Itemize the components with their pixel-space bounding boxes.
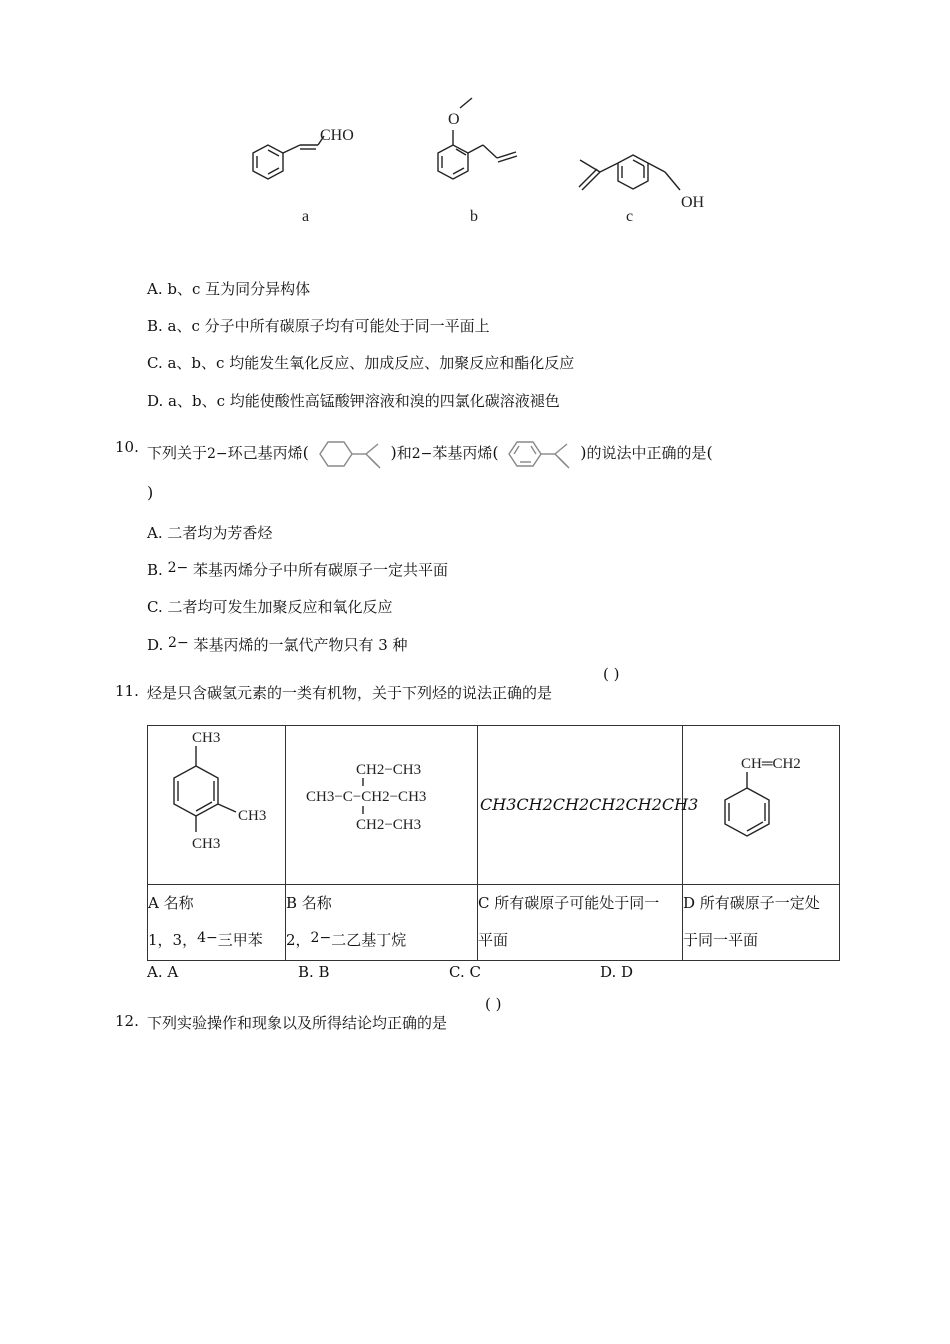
q10-option-b-prefix: 2− xyxy=(167,560,189,576)
q9-option-a: A. b、c 互为同分异构体 xyxy=(147,280,311,298)
a-ch3-bottom: CH3 xyxy=(192,836,221,852)
b-line2-pre: 2， xyxy=(286,931,311,949)
cell-a-structure xyxy=(148,726,286,885)
d-line1: D 所有碳原子一定处 xyxy=(683,894,820,912)
q11-stem: 烃是只含碳氢元素的一类有机物，关于下列烃的说法正确的是 xyxy=(147,684,553,702)
q11-answer-c: C. C xyxy=(449,963,481,981)
q10-tail-paren-open: ( xyxy=(706,443,713,462)
q10-option-d-label: D. xyxy=(147,636,164,654)
q10-option-d xyxy=(147,634,408,655)
q10-option-a: A. 二者均为芳香烃 xyxy=(147,524,273,542)
q10-mid: 和 xyxy=(396,444,412,462)
q10-tail-paren-close: ) xyxy=(147,483,154,502)
d-vinyl: CH═CH2 xyxy=(741,756,801,772)
q10-paren-open-2: ( xyxy=(492,443,499,462)
b-bottom: CH2−CH3 xyxy=(356,817,422,833)
q12-stem: 下列实验操作和现象以及所得结论均正确的是 xyxy=(147,1014,448,1032)
d-line2: 于同一平面 xyxy=(683,931,759,949)
b-line2-post: 二乙基丁烷 xyxy=(331,931,407,949)
molecule-a xyxy=(253,127,354,225)
q10-option-b-text: 苯基丙烯分子中所有碳原子一定共平面 xyxy=(193,561,449,579)
q10-name2: 苯基丙烯 xyxy=(432,444,493,462)
cell-b-structure xyxy=(286,726,478,885)
styrene-structure xyxy=(683,726,839,884)
b-line2 xyxy=(286,922,477,960)
q10-stem xyxy=(147,438,713,470)
a-ch3-top: CH3 xyxy=(192,730,221,746)
cho-label: CHO xyxy=(320,127,354,144)
q10-option-b-label: B. xyxy=(147,561,163,579)
molecule-figure xyxy=(220,90,720,230)
q9-option-d: D. a、b、c 均能使酸性高锰酸钾溶液和溴的四氯化碳溶液褪色 xyxy=(147,392,560,410)
label-c: c xyxy=(626,208,634,225)
q10-prefix-2: 2− xyxy=(411,446,433,462)
cell-c-structure xyxy=(478,726,699,885)
q11-number: 11. xyxy=(115,682,139,700)
q11-answer-paren: ( ) xyxy=(603,665,620,683)
o-label: O xyxy=(448,111,460,128)
q10-option-c: C. 二者均可发生加聚反应和氧化反应 xyxy=(147,598,393,616)
cell-d-option xyxy=(683,885,840,961)
c-formula: CH3CH2CH2CH2CH2CH3 xyxy=(480,795,699,814)
q10-prefix-1: 2− xyxy=(207,446,228,462)
a-line2-post: 三甲苯 xyxy=(217,931,263,949)
q9-option-c: C. a、b、c 均能发生氧化反应、加成反应、加聚反应和酯化反应 xyxy=(147,354,575,372)
q10-stem-end: 的说法中正确的是 xyxy=(586,444,707,462)
cell-b-option xyxy=(286,885,478,961)
a-line2-num: 4− xyxy=(197,930,218,946)
b-main: CH3−C−CH2−CH3 xyxy=(306,789,427,805)
q9-option-b: B. a、c 分子中所有碳原子均有可能处于同一平面上 xyxy=(147,317,490,335)
q11-answer-a: A. A xyxy=(147,963,179,981)
q10-option-d-text: 苯基丙烯的一氯代产物只有 3 种 xyxy=(193,636,408,654)
q10-paren-open-1: ( xyxy=(302,443,309,462)
a-ch3-right: CH3 xyxy=(238,808,267,824)
q12-number: 12. xyxy=(115,1012,139,1030)
q11-options-row xyxy=(148,885,840,961)
cell-a-option xyxy=(148,885,286,961)
q11-structures-row xyxy=(148,726,840,885)
a-line2-pre: 1，3， xyxy=(148,931,198,949)
a-line1: A 名称 xyxy=(148,894,194,912)
q10-name1: 环己基丙烯 xyxy=(227,444,303,462)
q11-answer-d: D. D xyxy=(600,963,634,981)
b-line2-num: 2− xyxy=(310,930,332,946)
b-line1: B 名称 xyxy=(286,894,332,912)
q10-option-b xyxy=(147,559,448,580)
q11-table xyxy=(147,725,840,961)
diethylbutane-structure xyxy=(286,726,477,884)
c-line2: 平面 xyxy=(478,931,509,949)
cell-c-option xyxy=(478,885,683,961)
q10-option-d-prefix: 2− xyxy=(168,635,189,651)
molecule-c xyxy=(579,155,705,225)
c-line1: C 所有碳原子可能处于同一 xyxy=(478,894,660,912)
b-top: CH2−CH3 xyxy=(356,762,422,778)
q10-paren-close-2: ) xyxy=(580,443,587,462)
q10-stem-part1: 下列关于 xyxy=(147,444,208,462)
q12-answer-paren: ( ) xyxy=(485,995,502,1013)
label-b: b xyxy=(470,208,478,225)
oh-label: OH xyxy=(681,194,705,211)
cyclohexylpropene-structure xyxy=(314,438,386,470)
molecule-b xyxy=(438,98,517,225)
q11-answer-b: B. B xyxy=(298,963,330,981)
label-a: a xyxy=(302,208,310,225)
phenylpropene-structure xyxy=(503,438,575,470)
q10-number: 10. xyxy=(115,438,139,456)
a-line2 xyxy=(148,922,285,960)
trimethylbenzene-structure xyxy=(148,726,285,884)
cell-d-structure xyxy=(683,726,840,885)
q10-paren-close-1: ) xyxy=(390,443,397,462)
